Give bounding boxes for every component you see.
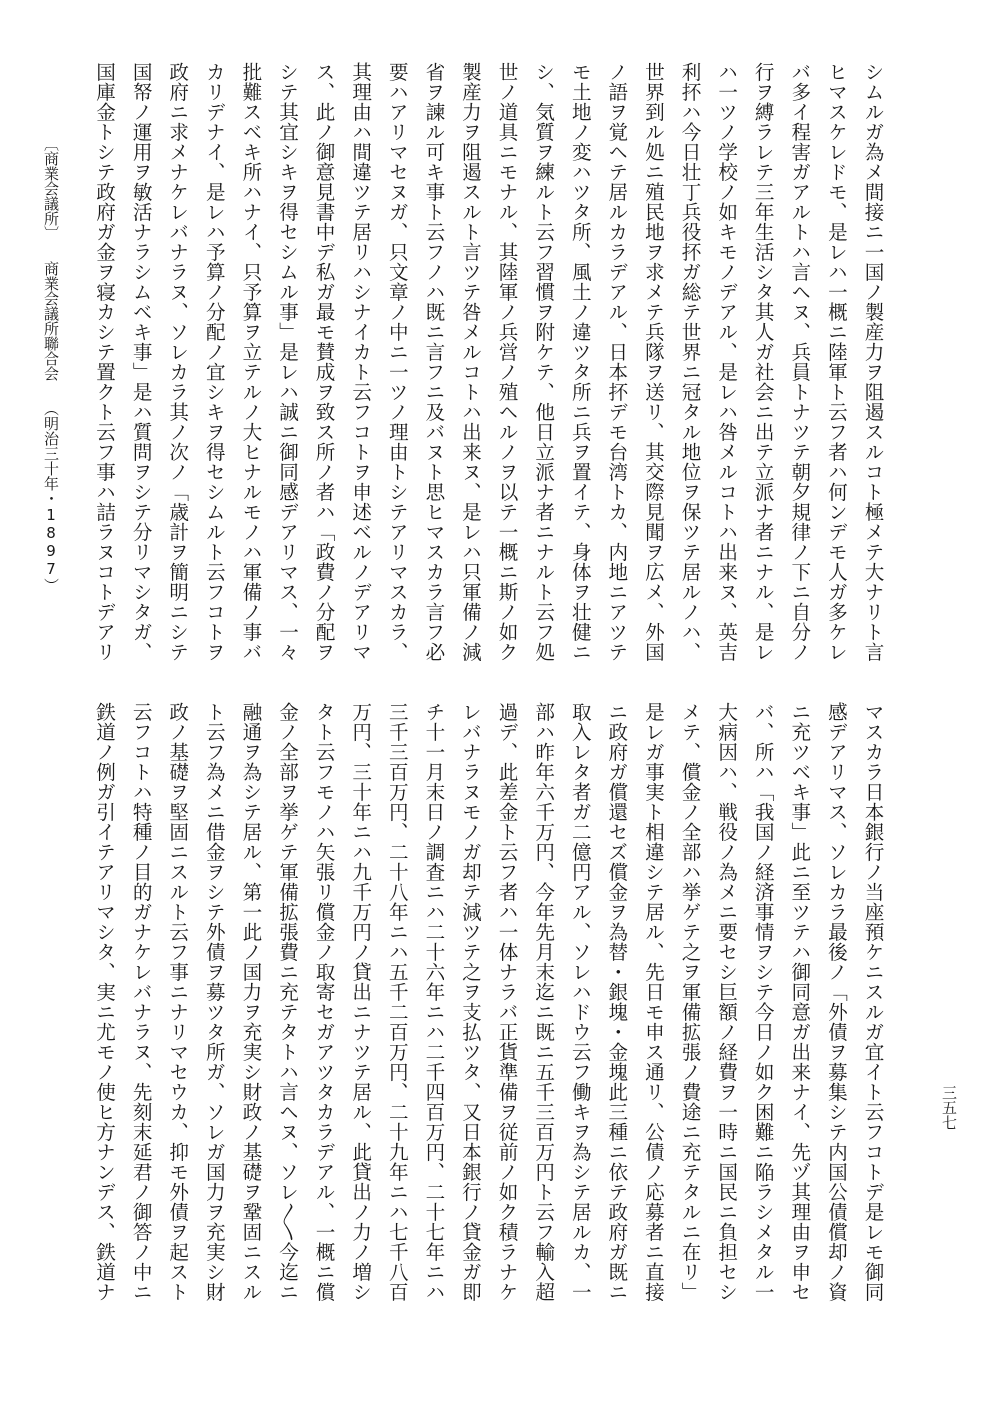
text-column: 万円、三十年ニハ九千万円ノ貸出ニナツテ居ル、此貸出ノ力ノ増シ [348,702,372,1302]
text-column: 製産力ヲ阻遏スルト言ツテ咎メルコトハ出来ヌ、是レハ只軍備ノ減 [458,62,482,662]
text-column: 大病因ハ、戦役ノ為メニ要セシ巨額ノ経費ヲ一時ニ国民ニ負担セシ [714,702,738,1302]
text-column: 要ハアリマセヌガ、只文章ノ中ニ一ツノ理由トシテアリマスカラ、 [385,62,409,662]
text-block-upper [80,62,890,682]
text-column: 行ヲ縛ラレテ三年生活シタ其人ガ社会ニ出テ立派ナ者ニナル、是レ [751,62,775,662]
text-column: バ、所ハ「我国ノ経済事情ヲシテ今日ノ如ク困難ニ陥ラシメタル一 [751,702,775,1302]
text-column: 世ノ道具ニモナル、其陸軍ノ兵営ノ殖ヘルノヲ以テ一概ニ斯ノ如ク [495,62,519,662]
text-column: 金ノ全部ヲ挙ゲテ軍備拡張費ニ充テタトハ言ヘヌ、ソレ〳〵今迄ニ [275,702,299,1302]
text-column: ヒマスケレドモ、是レハ一概ニ陸軍ト云フ者ハ何ンデモ人ガ多ケレ [824,62,848,662]
text-column: ニ政府ガ償還セズ償金ヲ為替・銀塊・金塊此三種ニ依テ政府ガ既ニ [604,702,628,1302]
text-column: チ十一月末日ノ調査ニハ二十六年ニハ二千四百万円、二十七年ニハ [421,702,445,1302]
text-column: 利抔ハ今日壮丁兵役抔ガ総テ世界ニ冠タル地位ヲ保ツテ居ルノハ、 [678,62,702,662]
text-column: ハ一ツノ学校ノ如キモノデアル、是レハ咎メルコトハ出来ヌ、英吉 [714,62,738,662]
text-column: 政ノ基礎ヲ堅固ニスルト云フ事ニナリマセウカ、抑モ外債ヲ起スト [165,702,189,1302]
text-column: 政府ニ求メナケレバナラヌ、ソレカラ其ノ次ノ「歳計ヲ簡明ニシテ [165,62,189,662]
text-column: タト云フモノハ矢張リ償金ノ取寄セガアツタカラデアル、一概ニ償 [312,702,336,1302]
text-column: 省ヲ諫ル可キ事ト云フノハ既ニ言フニ及バヌト思ヒマスカラ言フ必 [421,62,445,662]
text-column: 部ハ昨年六千万円、今年先月末迄ニ既ニ五千三百万円ト云フ輸入超 [531,702,555,1302]
text-block-lower [80,702,890,1322]
text-column: ス、此ノ御意見書中デ私ガ最モ賛成ヲ致ス所ノ者ハ「政費ノ分配ヲ [312,62,336,662]
text-column: 取入レタ者ガ二億円アル、ソレハドウ云フ働キヲ為シテ居ルカ、一 [568,702,592,1302]
text-column: シテ其宜シキヲ得セシムル事」是レハ誠ニ御同感デアリマス、一々 [275,62,299,662]
text-column: 三千三百万円、二十八年ニハ五千二百万円、二十九年ニハ七千八百 [385,702,409,1302]
text-column: 感デアリマス、ソレカラ最後ノ「外債ヲ募集シテ内国公債償却ノ資 [824,702,848,1302]
footer-date-label: （明治三十年・1897） [42,401,60,593]
text-column: 云フコトハ特種ノ目的ガナケレバナラヌ、先刻末延君ノ御答ノ中ニ [129,702,153,1302]
text-column: ノ語ヲ覚ヘテ居ルカラデアル、日本抔デモ台湾トカ、内地ニアツテ [604,62,628,662]
text-column: レバナラヌモノガ却テ減ツテ之ヲ支払ツタ、又日本銀行ノ貸金ガ即 [458,702,482,1302]
text-column: 融通ヲ為シテ居ル、第一此ノ国力ヲ充実シ財政ノ基礎ヲ鞏固ニスル [238,702,262,1302]
text-column: バ多イ程害ガアルトハ言ヘヌ、兵員トナツテ朝夕規律ノ下ニ自分ノ [787,62,811,662]
text-column: 世界到ル処ニ殖民地ヲ求メテ兵隊ヲ送リ、其交際見聞ヲ広メ、外国 [641,62,665,662]
text-column: 是レガ事実ト相違シテ居ル、先日モ申ス通リ、公債ノ応募者ニ直接 [641,702,665,1302]
text-column: シムルガ為メ間接ニ一国ノ製産力ヲ阻遏スルコト極メテ大ナリト言 [861,62,884,662]
text-column: ト云フ為メニ借金ヲシテ外債ヲ募ツタ所ガ、ソレガ国力ヲ充実シ財 [202,702,226,1302]
text-column: 其理由ハ間違ツテ居リハシナイカト云フコトヲ申述ベルノデアリマ [348,62,372,662]
text-column: 国庫金トシテ政府ガ金ヲ寝カシテ置クト云フ事ハ詰ラヌコトデアリ [92,62,116,662]
text-column: メテ、償金ノ全部ハ挙ゲテ之ヲ軍備拡張ノ費途ニ充テタルニ在リ」 [678,702,702,1302]
text-column: シ、気質ヲ練ルト云フ習慣ヲ附ケテ、他日立派ナ者ニナルト云フ処 [531,62,555,662]
text-column: モ土地ノ変ハツタ所、風土ノ違ツタ所ニ兵ヲ置イテ、身体ヲ壮健ニ [568,62,592,662]
text-column: マスカラ日本銀行ノ当座預ケニスルガ宜イト云フコトデ是レモ御同 [861,702,884,1302]
text-column: 批難スベキ所ハナイ、只予算ヲ立テルノ大ヒナルモノハ軍備ノ事バ [238,62,262,662]
running-footer [36,136,66,696]
page-number: 三五七 [940,1085,958,1130]
text-column: 鉄道ノ例ガ引イテアリマシタ、実ニ尤モノ使ヒ方ナンデス、鉄道ナ [92,702,116,1302]
text-column: ニ充ツベキ事」此ニ至ツテハ御同意ガ出来ナイ、先ヅ其理由ヲ申セ [787,702,811,1302]
footer-section-label: 〔商業会議所〕 [42,136,60,241]
text-column: カリデナイ、是レハ予算ノ分配ノ宜シキヲ得セシムルト云フコトヲ [202,62,226,662]
text-column: 過デ、此差金ト云フ者ハ一体ナラバ正貨準備ヲ従前ノ如ク積ラナケ [495,702,519,1302]
footer-source-label: 商業会議所聯合会 [42,261,60,381]
text-column: 国帑ノ運用ヲ敏活ナラシムベキ事」是ハ質問ヲシテ分リマシタガ、 [129,62,153,662]
